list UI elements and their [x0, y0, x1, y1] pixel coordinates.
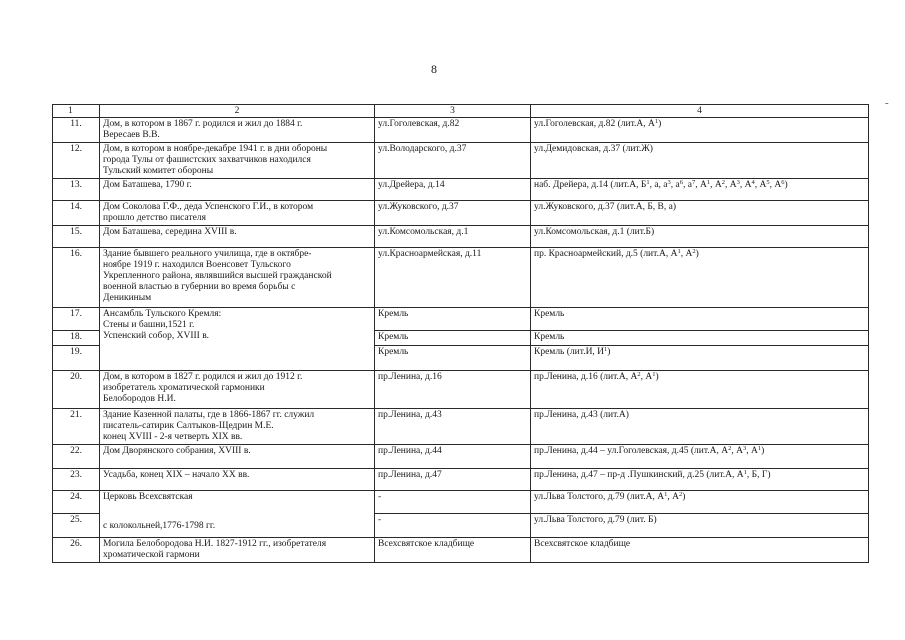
row-number: 18. — [53, 331, 100, 346]
row-number: 13. — [53, 179, 100, 201]
cell-line: Здание Казенной палаты, где в 1866-1867 гг. служил — [103, 410, 315, 420]
cell-line: Дом Баташева, 1790 г. — [103, 180, 192, 190]
object-name — [100, 248, 375, 308]
cell-line: ноябре 1919 г. находился Военсовет Тульского — [103, 260, 291, 270]
current-address: Кремль — [531, 308, 869, 331]
object-name — [100, 118, 375, 143]
superscript-index: 2 — [692, 248, 696, 255]
current-address: пр.Ленина, д.47 – пр-д .Пушкинский, д.25 (лит.А, $А^1$, Б, Г) — [531, 469, 869, 491]
cell-line: Дом Баташева, середина XVIII в. — [103, 227, 237, 237]
superscript-index: 5 — [766, 179, 770, 186]
historic-address: ул.Красноармейская, д.11 — [375, 248, 531, 308]
cell-line: Церковь Всехсвятская — [103, 492, 193, 502]
cell-line: Дом, в котором в 1867 г. родился и жил до 1884 г. — [103, 119, 303, 129]
superscript-index: 1 — [677, 248, 681, 255]
object-name — [100, 538, 375, 563]
table-row — [53, 469, 869, 491]
row-number: 17. — [53, 308, 100, 331]
cell-line: Успенский собор, XVIII в. — [103, 331, 210, 341]
current-address: Всехсвятское кладбище — [531, 538, 869, 563]
cell-line: Дом, в котором в ноябре-декабре 1941 г. в дни обороны — [103, 144, 328, 154]
cell-line: Вересаев В.В. — [103, 130, 160, 140]
superscript-index: 1 — [654, 118, 659, 125]
current-address: ул.Гоголевская, д.82 (лит.А, $А^1$) — [531, 118, 869, 143]
table-row — [53, 308, 869, 331]
table-row — [53, 409, 869, 445]
table-row — [53, 371, 869, 409]
table-row — [53, 248, 869, 308]
cell-line: Стены и башни,1521 г. — [103, 320, 195, 330]
object-name — [100, 371, 375, 409]
cell-line: изобретатель хроматической гармоники — [103, 383, 265, 393]
superscript-index: 1 — [604, 346, 608, 353]
table-row — [53, 143, 869, 179]
cell-line: Дом Дворянского собрания, XVIII в. — [103, 446, 251, 456]
header-col-4: 4 — [531, 105, 869, 118]
superscript-index: 1 — [664, 491, 668, 498]
row-number: 21. — [53, 409, 100, 445]
table-row — [53, 201, 869, 226]
current-address: ул.Комсомольская, д.1 (лит.Б) — [531, 226, 869, 248]
superscript-index: 2 — [721, 179, 725, 186]
historic-address: - — [375, 514, 531, 538]
superscript-index: 4 — [751, 179, 755, 186]
object-name — [100, 143, 375, 179]
cell-line: военной властью в губернии во время борьбы с — [103, 282, 296, 292]
historic-address: пр.Ленина, д.43 — [375, 409, 531, 445]
cell-line: Дом, в котором в 1827 г. родился и жил до 1912 г. — [103, 372, 303, 382]
row-number: 14. — [53, 201, 100, 226]
table-row — [53, 491, 869, 514]
historic-address: ул.Дрейера, д.14 — [375, 179, 531, 201]
cell-line: Ансамбль Тульского Кремля: — [103, 309, 222, 319]
cell-line: Дом Соколова Г.Ф., деда Успенского Г.И., в котором — [103, 202, 314, 212]
superscript-index: 3 — [736, 179, 740, 186]
table-row — [53, 226, 869, 248]
superscript-index: 3 — [743, 445, 747, 452]
current-address: пр.Ленина, д.16 (лит.А, $А^2$, $А^1$) — [531, 371, 869, 409]
cell-line: Укрепленного района, являвшийся высшей гражданской — [103, 271, 332, 281]
current-address: ул.Жуковского, д.37 (лит.А, Б, В, а) — [531, 201, 869, 226]
superscript-index: 2 — [637, 371, 641, 378]
current-address: наб. Дрейера, д.14 (лит.А, $Б^1$, а, $а^3$, $а^6$, $а^7$, $А^1$, $А^2$, $А^3$, $А^4$, $А^5$, $А^6$) — [531, 179, 869, 201]
superscript-index: 7 — [691, 179, 696, 186]
current-address: ул.Льва Толстого, д.79 (лит.А, $А^1$, $А^2$) — [531, 491, 869, 514]
row-number: 20. — [53, 371, 100, 409]
heritage-registry-table — [52, 104, 869, 563]
table-row — [53, 538, 869, 563]
cell-line: прошло детство писателя — [103, 213, 206, 223]
historic-address: ул.Жуковского, д.37 — [375, 201, 531, 226]
object-name — [100, 491, 375, 538]
historic-address: Кремль — [375, 331, 531, 346]
row-number: 15. — [53, 226, 100, 248]
row-number: 25. — [53, 514, 100, 538]
cell-line: города Тулы от фашистских захватчиков находился — [103, 155, 311, 165]
superscript-index: 6 — [781, 179, 785, 186]
superscript-index: 1 — [652, 371, 656, 378]
object-name — [100, 445, 375, 469]
row-number: 24. — [53, 491, 100, 514]
historic-address: Кремль — [375, 346, 531, 371]
cell-line: Могила Белобородова Н.И. 1827-1912 гг., изобретателя — [103, 539, 327, 549]
historic-address: пр.Ленина, д.44 — [375, 445, 531, 469]
edge-mark: - — [885, 97, 889, 109]
historic-address: - — [375, 491, 531, 514]
object-name — [100, 308, 375, 371]
row-number: 11. — [53, 118, 100, 143]
header-col-3: 3 — [375, 105, 531, 118]
current-address: ул.Демидовская, д.37 (лит.Ж) — [531, 143, 869, 179]
cell-line: писатель-сатирик Салтыков-Щедрин М.Е. — [103, 421, 274, 431]
cell-line: с колокольней,1776-1798 гг. — [103, 521, 216, 531]
table-row — [53, 179, 869, 201]
header-col-2: 2 — [100, 105, 375, 118]
current-address: Кремль (лит.И, $И^1$) — [531, 346, 869, 371]
cell-line: Усадьба, конец XIX – начало XX вв. — [103, 470, 250, 480]
row-number: 12. — [53, 143, 100, 179]
historic-address: пр.Ленина, д.16 — [375, 371, 531, 409]
current-address: пр.Ленина, д.44 – ул.Гоголевская, д.45 (лит.А, $А^2$, $А^3$, $А^1$) — [531, 445, 869, 469]
row-number: 26. — [53, 538, 100, 563]
object-name — [100, 226, 375, 248]
superscript-index: 1 — [743, 469, 747, 476]
page-number: 8 — [431, 62, 437, 76]
historic-address: ул.Гоголевская, д.82 — [375, 118, 531, 143]
superscript-index: 1 — [706, 179, 711, 186]
cell-line: Белобородов Н.И. — [103, 394, 176, 404]
superscript-index: 3 — [667, 179, 671, 186]
current-address: пр.Ленина, д.43 (лит.А) — [531, 409, 869, 445]
historic-address: пр.Ленина, д.47 — [375, 469, 531, 491]
row-number: 16. — [53, 248, 100, 308]
current-address: Кремль — [531, 331, 869, 346]
current-address: пр. Красноармейский, д.5 (лит.А, $А^1$, $А^2$) — [531, 248, 869, 308]
header-col-1: 1 — [53, 105, 100, 118]
table-row — [53, 118, 869, 143]
historic-address: Всехсвятское кладбище — [375, 538, 531, 563]
superscript-index: 2 — [728, 445, 732, 452]
cell-line: Деникиным — [103, 293, 152, 303]
superscript-index: 6 — [679, 179, 683, 186]
table-row — [53, 445, 869, 469]
historic-address: Кремль — [375, 308, 531, 331]
superscript-index: 1 — [646, 179, 650, 186]
object-name — [100, 469, 375, 491]
current-address: ул.Льва Толстого, д.79 (лит. Б) — [531, 514, 869, 538]
cell-line: Тульский комитет обороны — [103, 166, 214, 176]
table-header-row — [53, 105, 869, 118]
row-number: 23. — [53, 469, 100, 491]
cell-line: конец XVIII - 2-я четверть XIX вв. — [103, 432, 243, 442]
row-number: 22. — [53, 445, 100, 469]
superscript-index: 1 — [757, 445, 762, 452]
superscript-index: 2 — [679, 491, 683, 498]
historic-address: ул.Комсомольская, д.1 — [375, 226, 531, 248]
object-name — [100, 179, 375, 201]
historic-address: ул.Володарского, д.37 — [375, 143, 531, 179]
cell-line: Здание бывшего реального училища, где в октябре- — [103, 249, 312, 259]
row-number: 19. — [53, 346, 100, 371]
object-name — [100, 409, 375, 445]
object-name — [100, 201, 375, 226]
cell-line: хроматической гармони — [103, 550, 200, 560]
